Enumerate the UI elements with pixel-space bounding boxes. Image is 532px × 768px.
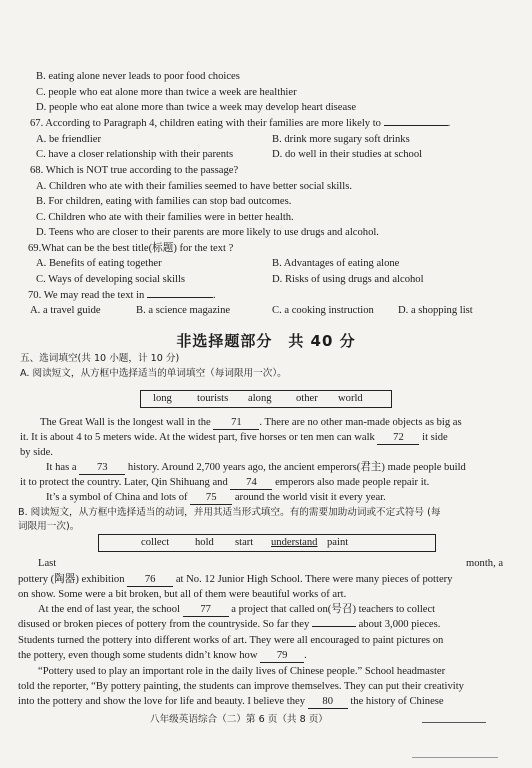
passage-b-line: the pottery, even though some students didn’t know how 79 . (18, 650, 307, 661)
passage-b-line: told the reporter, “By pottery painting, the students can improve themselves. They can put their creativity (18, 681, 464, 692)
passage-b-line: At the end of last year, the school 77 a project that called on(号召) teachers to collect (38, 604, 436, 615)
q67-stem: 67. According to Paragraph 4, children eating with their families are more likely to . (30, 118, 451, 129)
word-box-b-item: understand (271, 537, 318, 548)
blank-78[interactable] (312, 626, 356, 627)
q69-option-a: A. Benefits of eating together (36, 258, 162, 269)
passage-b-line: month, a (466, 558, 504, 569)
word-box-b-item: hold (195, 537, 214, 548)
partB-instructions: B. 阅读短文，从方框中选择适当的动词，并用其适当形式填空。有的需要加助动词或不定式符号 (每 (18, 507, 441, 518)
word-box-a-item: long (153, 393, 172, 404)
word-box-a-item: world (338, 393, 363, 404)
passage-b-line: Students turned the pottery into different works of art. They were all encouraged to paint pictures on (18, 635, 444, 646)
blank-79[interactable]: 79 (260, 649, 304, 663)
passage-a-line: it. It is about 4 to 5 meters wide. At the widest part, five horses or ten men can walk 72 it side (20, 432, 448, 443)
blank-77[interactable]: 77 (183, 603, 229, 617)
q68-option-c: C. Children who ate with their families were in better health. (36, 212, 294, 223)
q68-option-a: A. Children who ate with their families seemed to have better social skills. (36, 181, 352, 192)
passage-b-line: on show. Some were a bit broken, but all of them were beautiful works of art. (18, 589, 347, 600)
passage-a-line: It has a 73 history. Around 2,700 years ago, the ancient emperors(君主) made people build (46, 462, 466, 473)
partA-instructions: A. 阅读短文，从方框中选择适当的单词填空（每词限用一次）。 (20, 368, 287, 379)
q66-option-b: B. eating alone never leads to poor food choices (36, 71, 240, 82)
word-box-b (98, 534, 436, 552)
q70-option-a: A. a travel guide (30, 305, 101, 316)
q67-option-d: D. do well in their studies at school (272, 149, 423, 160)
passage-b-line: disused or broken pieces of pottery from the countryside. So far they about 3,000 pieces. (18, 619, 441, 630)
passage-a-line: it to protect the country. Later, Qin Shihuang and 74 emperors also made people repair it. (20, 477, 430, 488)
blank-80[interactable]: 80 (308, 695, 348, 709)
word-box-b-item: start (235, 537, 254, 548)
q70-option-c: C. a cooking instruction (272, 305, 374, 316)
part5-title: 五、选词填空(共 10 小题，计 10 分) (20, 353, 180, 364)
passage-a-line: The Great Wall is the longest wall in the 71 . There are no other man-made objects as big as (40, 417, 462, 428)
blank-71[interactable]: 71 (213, 416, 259, 430)
word-box-a (140, 390, 392, 408)
q67-answer-blank[interactable] (384, 125, 448, 126)
passage-b-line: into the pottery and show the love for life and beauty. I believe they 80 the history of Chinese (18, 696, 444, 707)
blank-74[interactable]: 74 (230, 476, 272, 490)
passage-b-line: Last (38, 558, 57, 569)
q68-option-d: D. Teens who are closer to their parents are more likely to use drugs and alcohol. (36, 227, 379, 238)
q69-option-d: D. Risks of using drugs and alcohol (272, 274, 424, 285)
q69-option-b: B. Advantages of eating alone (272, 258, 400, 269)
word-box-a-item: along (248, 393, 272, 404)
passage-b-line: “Pottery used to play an important role in the daily lives of Chinese people.” School headmaster (38, 666, 446, 677)
blank-72[interactable]: 72 (377, 431, 419, 445)
q70-option-d: D. a shopping list (398, 305, 473, 316)
q70-option-b: B. a science magazine (136, 305, 231, 316)
q68-stem: 68. Which is NOT true according to the passage? (30, 165, 239, 176)
word-box-a-item: other (296, 393, 318, 404)
word-box-b-item: collect (141, 537, 170, 548)
blank-75[interactable]: 75 (190, 491, 232, 505)
passage-b-line: pottery (陶器) exhibition 76 at No. 12 Junior High School. There were many pieces of pottery (18, 574, 453, 585)
q69-option-c: C. Ways of developing social skills (36, 274, 186, 285)
partB-instructions-cont: 词限用一次)。 (18, 521, 80, 532)
q69-stem: 69.What can be the best title(标题) for the text ? (28, 243, 234, 254)
q66-option-c: C. people who eat alone more than twice a week are healthier (36, 87, 297, 98)
section-title: 非选择题部分 共 40 分 (176, 332, 356, 350)
q67-option-c: C. have a closer relationship with their parents (36, 149, 234, 160)
passage-a-line: by side. (20, 447, 53, 458)
q68-option-b: B. For children, eating with families can stop bad outcomes. (36, 196, 292, 207)
word-box-a-item: tourists (197, 393, 229, 404)
q70-stem: 70. We may read the text in . (28, 290, 216, 301)
footer-rule (422, 722, 486, 723)
bottom-rule (412, 757, 498, 758)
blank-76[interactable]: 76 (127, 573, 173, 587)
passage-a-line: It’s a symbol of China and lots of 75 around the world visit it every year. (46, 492, 386, 503)
q70-answer-blank[interactable] (147, 297, 213, 298)
blank-73[interactable]: 73 (79, 461, 125, 475)
word-box-b-item: paint (327, 537, 349, 548)
q66-option-d: D. people who eat alone more than twice a week may develop heart disease (36, 102, 357, 113)
q67-option-b: B. drink more sugary soft drinks (272, 134, 410, 145)
page-footer: 八年级英语综合（二）第 6 页（共 8 页） (150, 714, 328, 725)
q67-option-a: A. be friendlier (36, 134, 102, 145)
